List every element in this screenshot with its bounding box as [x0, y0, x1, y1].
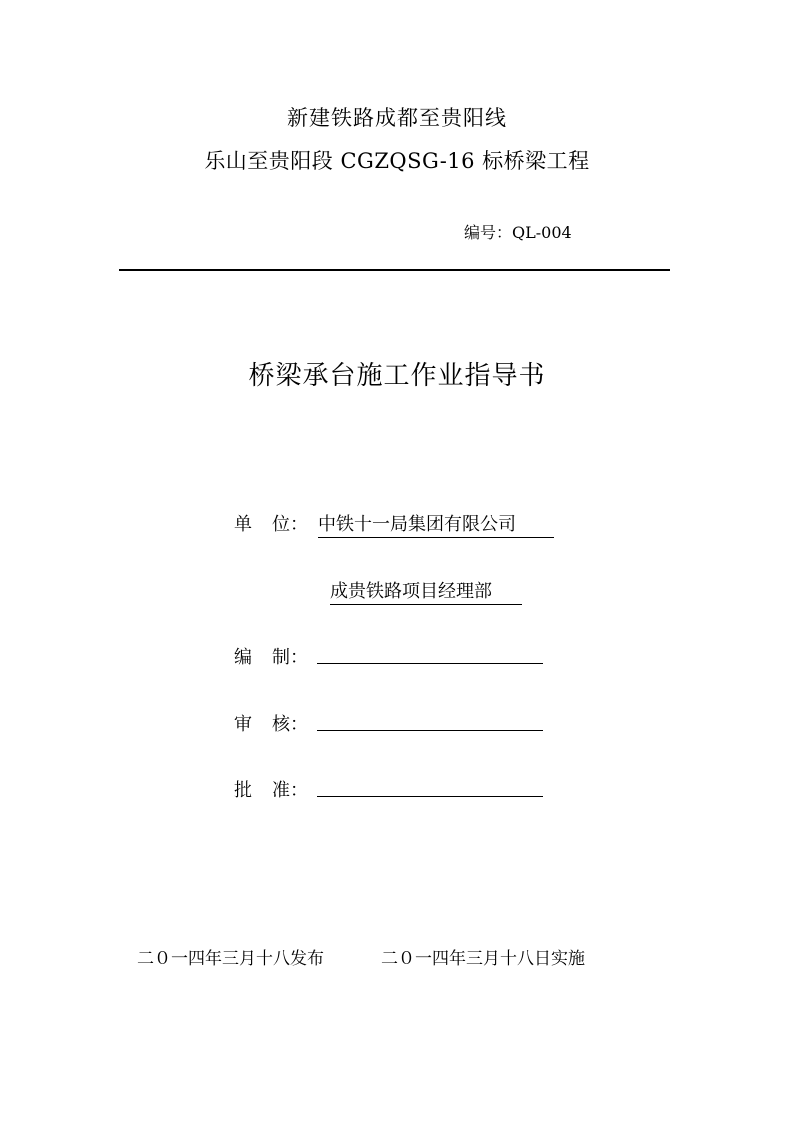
- compile-label-char-1: 编: [234, 647, 252, 668]
- project-name-line-2: 乐山至贵阳段 CGZQSG-16 标桥梁工程: [204, 149, 590, 173]
- unit-value-1: 中铁十一局集团有限公司: [318, 510, 554, 538]
- document-title: 桥梁承台施工作业指导书: [248, 361, 546, 391]
- approve-signature-line[interactable]: [317, 796, 543, 797]
- header-divider: [119, 269, 670, 271]
- compile-label-char-2: 制：: [272, 647, 308, 668]
- compile-signature-line[interactable]: [317, 663, 543, 664]
- compile-label: [234, 643, 308, 669]
- unit-label-char-1: 单: [234, 514, 252, 535]
- review-label-char-1: 审: [234, 714, 252, 735]
- approve-label-char-2: 准：: [272, 780, 308, 801]
- review-signature-line[interactable]: [317, 730, 543, 731]
- unit-label: [234, 510, 308, 536]
- document-number: 编号：QL-004: [464, 223, 572, 242]
- effective-date: 二０一四年三月十八日实施: [381, 949, 585, 969]
- review-label: [234, 710, 308, 736]
- review-label-char-2: 核：: [272, 714, 308, 735]
- unit-label-char-2: 位：: [272, 514, 308, 535]
- approve-label: [234, 776, 308, 802]
- publish-date: 二０一四年三月十八发布: [137, 949, 324, 969]
- unit-value-2: 成贵铁路项目经理部: [330, 577, 522, 605]
- approve-label-char-1: 批: [234, 780, 252, 801]
- project-name-line-1: 新建铁路成都至贵阳线: [287, 106, 507, 130]
